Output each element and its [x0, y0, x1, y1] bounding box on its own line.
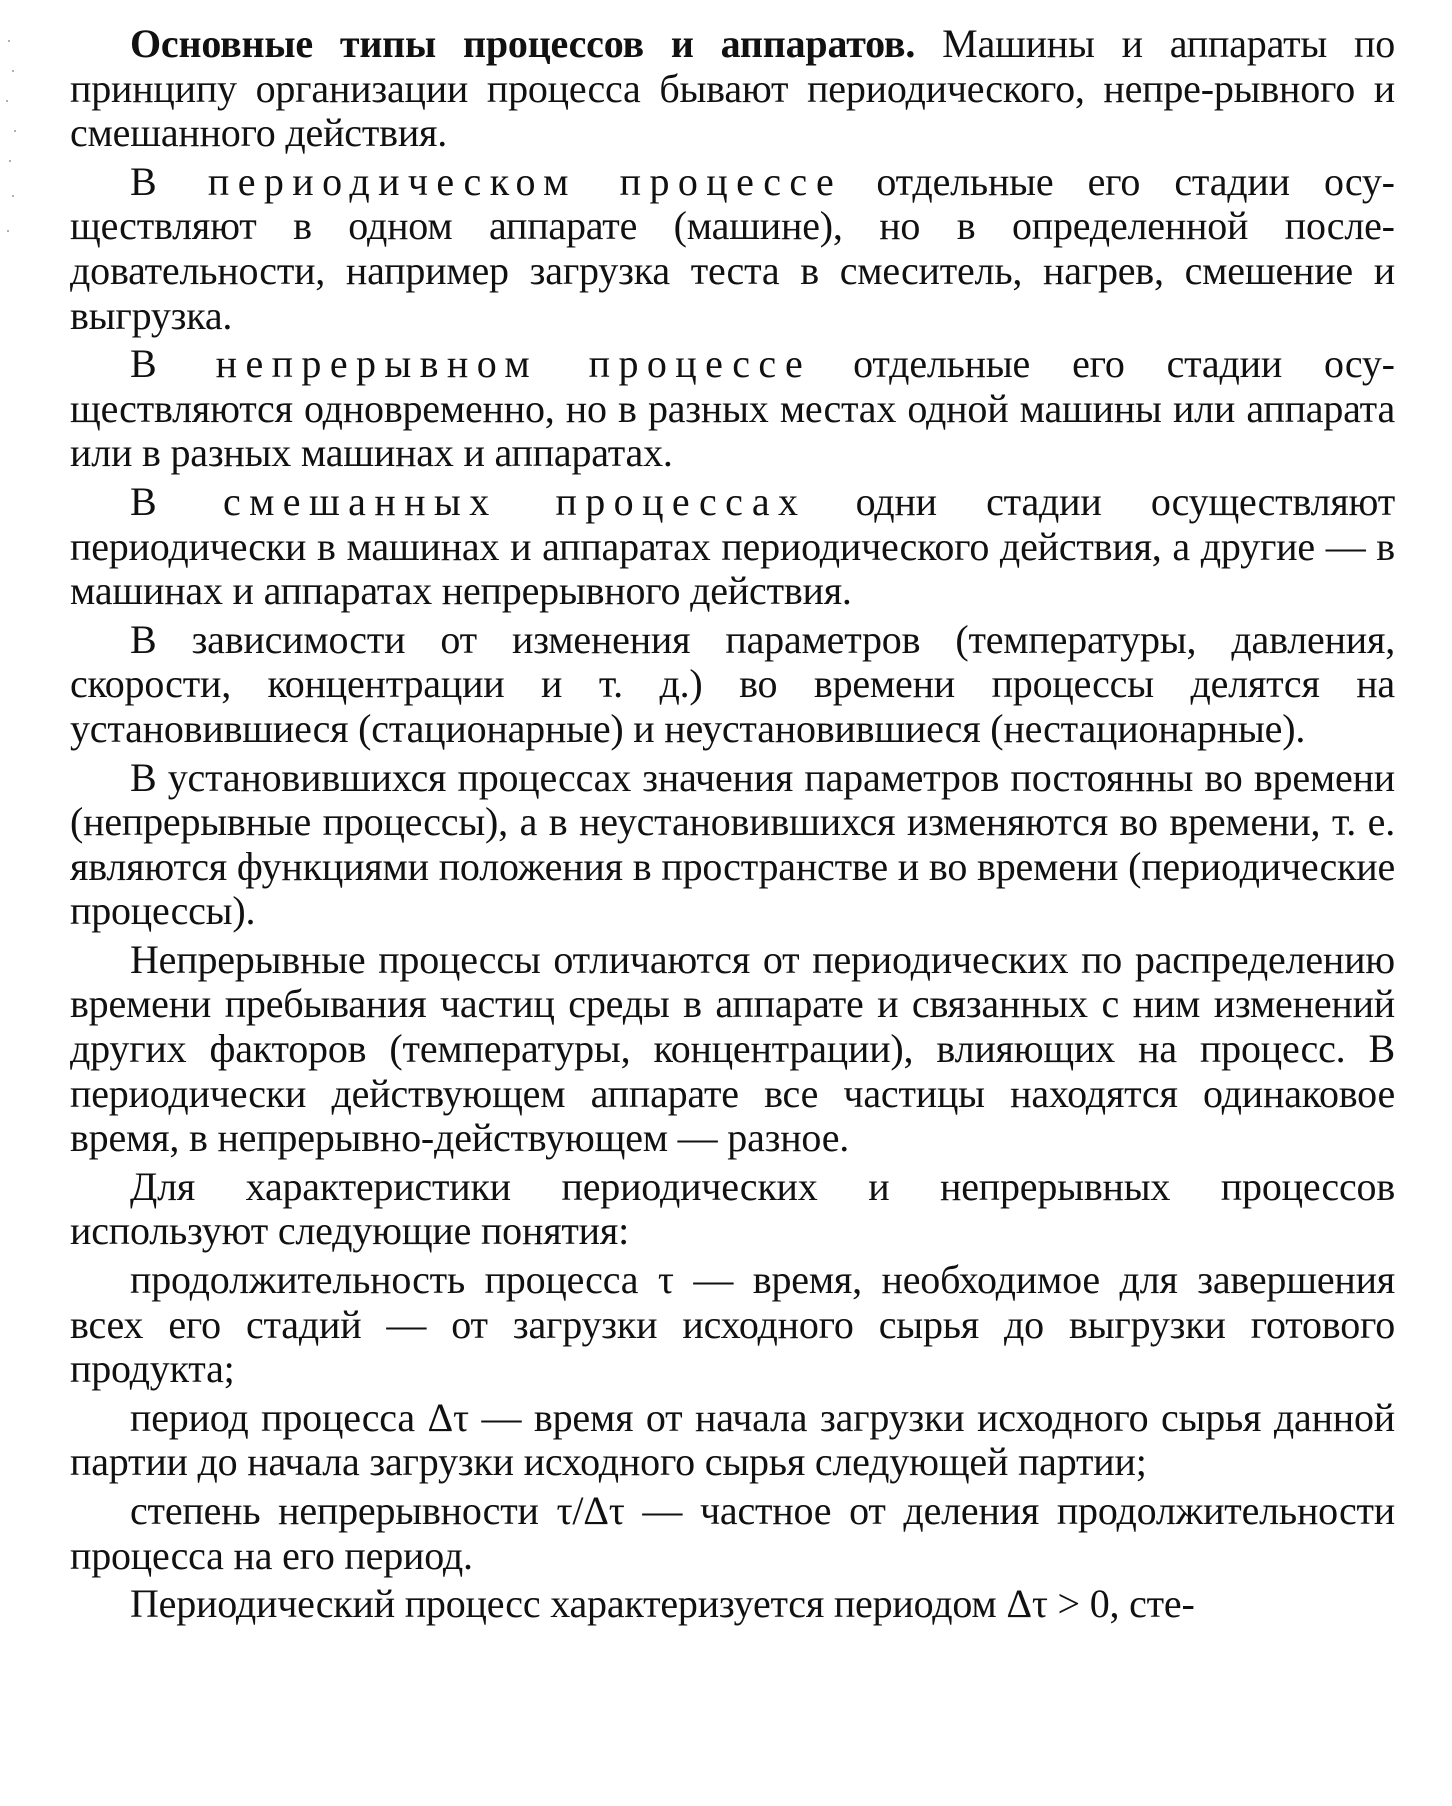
term-mixed: В смешанных процессах — [130, 478, 807, 524]
section-heading: Основные типы процессов и аппаратов. — [130, 21, 916, 66]
paragraph-12: Периодический процесс характеризуется периодом Δτ > 0, сте- — [130, 1581, 1195, 1627]
paragraph-text: Машины и аппараты по принципу организации процесса бывают периодического, непре-рывного и смешанного действия. — [70, 21, 1395, 156]
paragraph-8: Для характеристики периодических и непрерывных процессов используют следующие понятия: — [70, 1163, 1395, 1254]
term-continuous: В непрерывном процессе — [130, 341, 812, 387]
term-periodic: В периодическом процессе — [130, 158, 843, 204]
paragraph-6: В установившихся процессах значения параметров постоянны во времени (непрерывные процессы), а в неустановившихся изменяются во времени, т. е. являются функциями положения в пространстве и во времени (периодические процессы). — [70, 754, 1395, 934]
paragraph-1 — [70, 22, 1395, 156]
paragraph-4 — [70, 480, 1395, 614]
paragraph-5: В зависимости от изменения параметров (температуры, давления, скорости, концентрации и т. д.) во времени процессы делятся на установившиеся (стационарные) и неустановившиеся (нестационарные). — [70, 616, 1395, 751]
paragraph-2 — [70, 160, 1395, 338]
paragraph-11: степень непрерывности τ/Δτ — частное от деления продолжительности процесса на его период. — [70, 1488, 1395, 1578]
paragraph-3 — [70, 342, 1395, 476]
paragraph-text: одни стадии осуществляют периодически в машинах и аппаратах периодического действия, а другие — в машинах и аппаратах непрерывного действия. — [70, 478, 1395, 614]
paragraph-text: отдельные его стадии осуществляют в одном аппарате (машине), но в определенной последовательности, например загрузка теста в смеситель, нагрев, смешение и выгрузка. — [70, 158, 1395, 338]
paragraph-text: отдельные его стадии осуществляются одновременно, но в разных местах одной машины или аппарата или в разных машинах и аппаратах. — [70, 341, 1395, 476]
paragraph-7: Непрерывные процессы отличаются от периодических по распределению времени пребывания частиц среды в аппарате и связанных с ним изменений других факторов (температуры, концентрации), влияющих на процесс. В периодически действующем аппарате все частицы находятся одинаковое время, в непрерывно-действующем — разное. — [70, 936, 1395, 1161]
paragraph-9: продолжительность процесса τ — время, необходимое для завершения всех его стадий — от загрузки исходного сырья до выгрузки готового продукта; — [70, 1257, 1395, 1392]
paragraph-10: период процесса Δτ — время от начала загрузки исходного сырья данной партии до начала загрузки исходного сырья следующей партии; — [70, 1394, 1395, 1485]
scan-gutter-marks — [0, 30, 30, 270]
document-page — [70, 22, 1395, 1627]
